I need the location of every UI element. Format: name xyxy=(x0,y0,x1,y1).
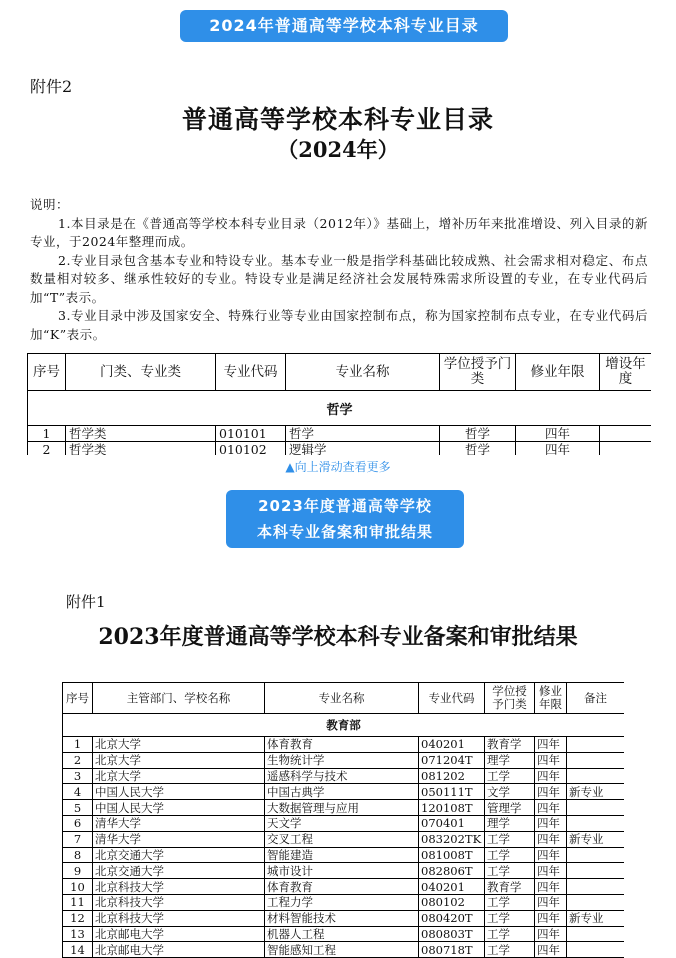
table-header-row xyxy=(63,683,625,714)
table-cell: 1 xyxy=(28,426,66,442)
table-cell: 040201 xyxy=(419,737,485,753)
table-cell: 北京邮电大学 xyxy=(93,926,265,942)
col-header: 专业代码 xyxy=(216,354,286,391)
table-cell xyxy=(567,815,625,831)
table-cell: 哲学 xyxy=(440,426,516,442)
table-row xyxy=(63,737,625,753)
table-cell: 工学 xyxy=(485,926,535,942)
table-cell: 081008T xyxy=(419,847,485,863)
table-header-row xyxy=(28,354,652,391)
table-cell: 新专业 xyxy=(567,784,625,800)
col-header: 增设年度 xyxy=(600,354,652,391)
table-cell xyxy=(567,847,625,863)
table-cell: 040201 xyxy=(419,879,485,895)
table-cell: 工程力学 xyxy=(265,894,419,910)
table-cell: 四年 xyxy=(535,752,567,768)
table-cell: 理学 xyxy=(485,752,535,768)
table-cell: 9 xyxy=(63,863,93,879)
table-cell: 3 xyxy=(63,768,93,784)
table-cell: 哲学类 xyxy=(66,426,216,442)
table-row xyxy=(63,815,625,831)
table-cell: 010102 xyxy=(216,442,286,456)
table-cell xyxy=(567,879,625,895)
table-cell: 机器人工程 xyxy=(265,926,419,942)
section-row xyxy=(28,391,652,426)
table-cell: 080420T xyxy=(419,910,485,926)
col-header: 学位授予门类 xyxy=(440,354,516,391)
table-cell: 北京科技大学 xyxy=(93,894,265,910)
table-cell: 四年 xyxy=(535,737,567,753)
table-cell xyxy=(567,942,625,958)
table-cell: 哲学 xyxy=(286,426,440,442)
table-row xyxy=(63,768,625,784)
banner-line: 2023年度普通高等学校 xyxy=(258,497,432,515)
table-cell: 哲学类 xyxy=(66,442,216,456)
catalog-table xyxy=(27,353,651,455)
table-row xyxy=(63,831,625,847)
table-cell: 081202 xyxy=(419,768,485,784)
table-row xyxy=(63,863,625,879)
table-cell: 哲学 xyxy=(440,442,516,456)
attachment-label: 附件1 xyxy=(66,593,106,611)
table-cell: 体育教育 xyxy=(265,737,419,753)
table-cell: 工学 xyxy=(485,942,535,958)
document-title: 普通高等学校本科专业目录 xyxy=(181,105,494,134)
table-cell: 四年 xyxy=(535,863,567,879)
table-cell: 四年 xyxy=(535,926,567,942)
table-cell: 四年 xyxy=(535,847,567,863)
table-cell: 大数据管理与应用 xyxy=(265,800,419,816)
table-cell: 7 xyxy=(63,831,93,847)
table-cell: 城市设计 xyxy=(265,863,419,879)
table-cell: 交叉工程 xyxy=(265,831,419,847)
table-cell: 中国人民大学 xyxy=(93,800,265,816)
results-table-container xyxy=(62,682,624,958)
table-row xyxy=(63,879,625,895)
table-cell: 050111T xyxy=(419,784,485,800)
table-cell: 中国人民大学 xyxy=(93,784,265,800)
note-paragraph: 3.专业目录中涉及国家安全、特殊行业等专业由国家控制布点，称为国家控制布点专业，在专业代码后加“K”表示。 xyxy=(30,308,648,342)
table-cell: 体育教育 xyxy=(265,879,419,895)
table-cell: 12 xyxy=(63,910,93,926)
table-cell: 010101 xyxy=(216,426,286,442)
note-paragraph: 1.本目录是在《普通高等学校本科专业目录（2012年）》基础上，增补历年来批准增设、列入目录的新专业，于2024年整理而成。 xyxy=(30,215,648,249)
col-header: 序号 xyxy=(63,683,93,714)
table-cell: 北京科技大学 xyxy=(93,879,265,895)
table-cell: 智能感知工程 xyxy=(265,942,419,958)
col-header: 序号 xyxy=(28,354,66,391)
table-cell: 5 xyxy=(63,800,93,816)
table-cell: 遥感科学与技术 xyxy=(265,768,419,784)
table-cell: 北京邮电大学 xyxy=(93,942,265,958)
table-cell: 四年 xyxy=(535,768,567,784)
table-cell: 四年 xyxy=(535,910,567,926)
notes-heading: 说明： xyxy=(30,197,70,212)
table-cell: 6 xyxy=(63,815,93,831)
table-row xyxy=(63,847,625,863)
table-cell: 北京大学 xyxy=(93,752,265,768)
section-banner xyxy=(226,490,464,548)
table-cell xyxy=(567,894,625,910)
table-cell xyxy=(600,442,652,456)
table-cell: 1 xyxy=(63,737,93,753)
table-row xyxy=(63,926,625,942)
table-cell: 北京大学 xyxy=(93,768,265,784)
scroll-up-hint[interactable]: ▲向上滑动查看更多 xyxy=(285,460,391,474)
table-cell xyxy=(567,863,625,879)
table-cell: 理学 xyxy=(485,815,535,831)
col-header: 修业年限 xyxy=(535,683,567,714)
table-cell: 四年 xyxy=(535,879,567,895)
table-cell xyxy=(567,800,625,816)
table-cell: 四年 xyxy=(516,426,600,442)
table-cell xyxy=(567,768,625,784)
table-cell: 四年 xyxy=(535,942,567,958)
table-cell: 新专业 xyxy=(567,831,625,847)
table-cell: 管理学 xyxy=(485,800,535,816)
col-header: 专业名称 xyxy=(265,683,419,714)
col-header: 学位授予门类 xyxy=(485,683,535,714)
table-cell: 2 xyxy=(28,442,66,456)
table-row xyxy=(28,442,652,456)
section-label: 哲学 xyxy=(28,391,652,426)
table-cell: 四年 xyxy=(535,831,567,847)
table-cell: 4 xyxy=(63,784,93,800)
table-cell: 11 xyxy=(63,894,93,910)
notes-section xyxy=(30,196,648,344)
col-header: 门类、专业类 xyxy=(66,354,216,391)
table-row xyxy=(63,942,625,958)
table-cell: 080803T xyxy=(419,926,485,942)
table-cell: 北京科技大学 xyxy=(93,910,265,926)
top-banner: 2024年普通高等学校本科专业目录 xyxy=(180,10,508,42)
table-cell xyxy=(567,752,625,768)
table-row xyxy=(63,894,625,910)
table-cell: 四年 xyxy=(535,784,567,800)
table-cell: 文学 xyxy=(485,784,535,800)
table-cell: 智能建造 xyxy=(265,847,419,863)
attachment-label: 附件2 xyxy=(30,77,73,96)
table-cell: 14 xyxy=(63,942,93,958)
table-row xyxy=(63,752,625,768)
table-cell: 8 xyxy=(63,847,93,863)
table-cell: 教育学 xyxy=(485,737,535,753)
table-row xyxy=(63,910,625,926)
col-header: 修业年限 xyxy=(516,354,600,391)
results-table xyxy=(62,682,624,958)
table-cell xyxy=(567,926,625,942)
banner-line: 本科专业备案和审批结果 xyxy=(256,523,433,541)
table-cell: 天文学 xyxy=(265,815,419,831)
table-cell: 工学 xyxy=(485,910,535,926)
col-header: 备注 xyxy=(567,683,625,714)
table-cell: 北京大学 xyxy=(93,737,265,753)
table-row xyxy=(63,800,625,816)
document-title: 2023年度普通高等学校本科专业备案和审批结果 xyxy=(98,624,578,650)
note-paragraph: 2.专业目录包含基本专业和特设专业。基本专业一般是指学科基础比较成熟、社会需求相对稳定、布点数量相对较多、继承性较好的专业。特设专业是满足经济社会发展特殊需求所设置的专业，在专业代码后加“T”表示。 xyxy=(30,252,648,305)
table-row xyxy=(28,426,652,442)
table-cell: 13 xyxy=(63,926,93,942)
table-cell: 080102 xyxy=(419,894,485,910)
table-cell: 2 xyxy=(63,752,93,768)
section-label: 教育部 xyxy=(63,714,625,737)
catalog-table-scroll[interactable] xyxy=(27,353,651,455)
table-cell: 清华大学 xyxy=(93,815,265,831)
table-cell: 070401 xyxy=(419,815,485,831)
table-cell: 教育学 xyxy=(485,879,535,895)
table-cell: 新专业 xyxy=(567,910,625,926)
table-cell: 逻辑学 xyxy=(286,442,440,456)
table-cell: 四年 xyxy=(516,442,600,456)
col-header: 专业名称 xyxy=(286,354,440,391)
table-cell xyxy=(600,426,652,442)
table-cell: 四年 xyxy=(535,894,567,910)
table-cell: 工学 xyxy=(485,847,535,863)
table-cell: 北京交通大学 xyxy=(93,863,265,879)
table-cell: 工学 xyxy=(485,831,535,847)
table-cell: 北京交通大学 xyxy=(93,847,265,863)
table-cell: 120108T xyxy=(419,800,485,816)
table-cell: 材料智能技术 xyxy=(265,910,419,926)
table-cell: 中国古典学 xyxy=(265,784,419,800)
table-cell: 082806T xyxy=(419,863,485,879)
table-cell xyxy=(567,737,625,753)
table-cell: 四年 xyxy=(535,800,567,816)
table-cell: 清华大学 xyxy=(93,831,265,847)
col-header: 主管部门、学校名称 xyxy=(93,683,265,714)
document-year: （2024年） xyxy=(277,137,399,162)
table-cell: 083202TK xyxy=(419,831,485,847)
col-header: 专业代码 xyxy=(419,683,485,714)
table-cell: 071204T xyxy=(419,752,485,768)
table-row xyxy=(63,784,625,800)
table-cell: 工学 xyxy=(485,863,535,879)
table-cell: 生物统计学 xyxy=(265,752,419,768)
table-cell: 10 xyxy=(63,879,93,895)
table-cell: 080718T xyxy=(419,942,485,958)
table-cell: 工学 xyxy=(485,768,535,784)
table-cell: 工学 xyxy=(485,894,535,910)
table-cell: 四年 xyxy=(535,815,567,831)
section-row xyxy=(63,714,625,737)
